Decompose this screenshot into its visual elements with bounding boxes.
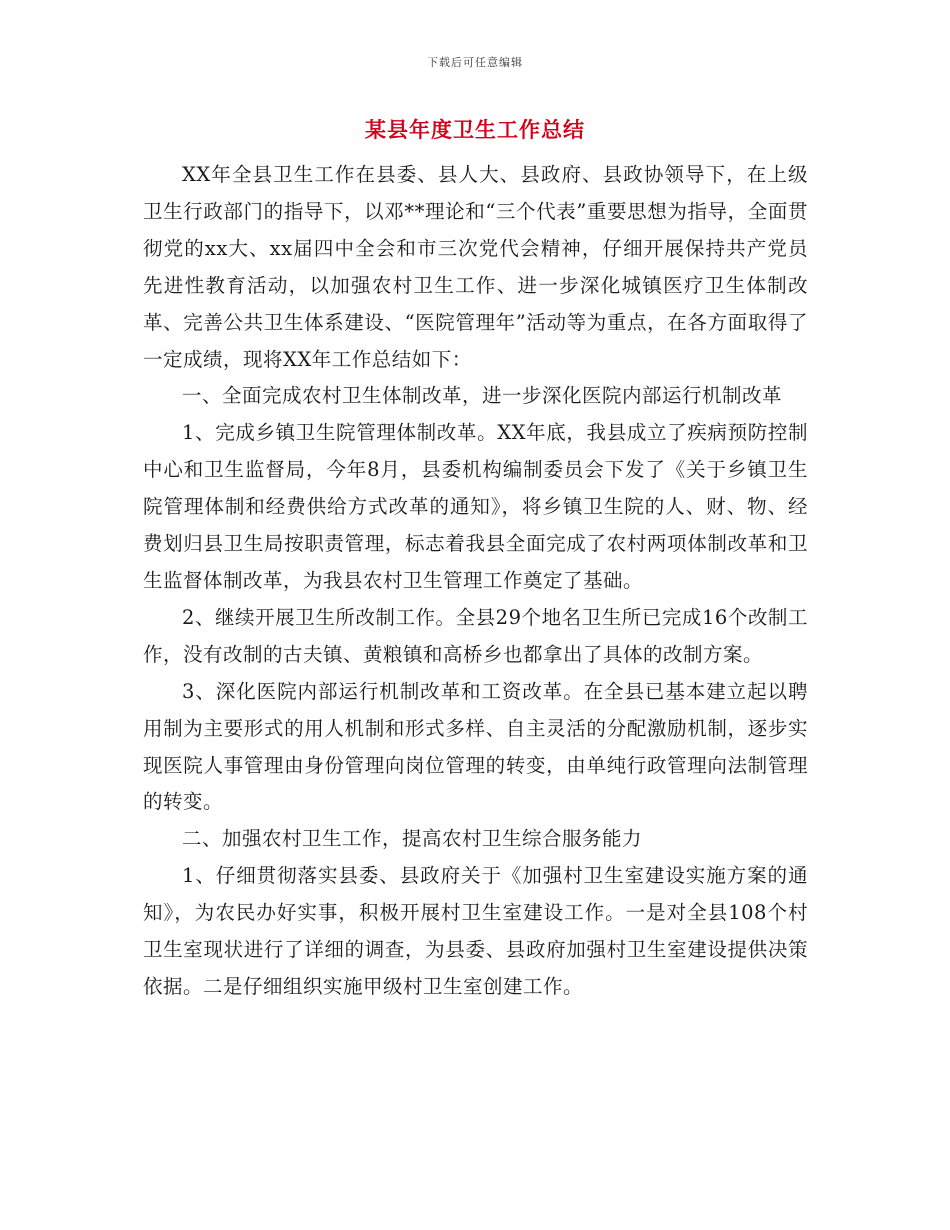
paragraph-1-2: 2、继续开展卫生所改制工作。全县29个地名卫生所已完成16个改制工作，没有改制的古夫镇、黄粮镇和高桥乡也都拿出了具体的改制方案。 (143, 605, 808, 666)
header-note: 下载后可任意编辑 (427, 56, 523, 69)
paragraph-1-3: 3、深化医院内部运行机制改革和工资改革。在全县已基本建立起以聘用制为主要形式的用人机制和形式多样、自主灵活的分配激励机制，逐步实现医院人事管理由身份管理向岗位管理的转变，由单纯行政管理向法制管理的转变。 (143, 679, 808, 814)
paragraph-2-1: 1、仔细贯彻落实县委、县政府关于《加强村卫生室建设实施方案的通知》，为农民办好实事，积极开展村卫生室建设工作。一是对全县108个村卫生室现状进行了详细的调查，为县委、县政府加强村卫生室建设提供决策依据。二是仔细组织实施甲级村卫生室创建工作。 (143, 864, 808, 998)
document-title: 某县年度卫生工作总结 (365, 118, 585, 142)
paragraph-intro: XX年全县卫生工作在县委、县人大、县政府、县政协领导下，在上级卫生行政部门的指导下，以邓**理论和“三个代表”重要思想为指导，全面贯彻党的xx大、xx届四中全会和市三次党代会精神，仔细开展保持共产党员先进性教育活动，以加强农村卫生工作、进一步深化城镇医疗卫生体制改革、完善公共卫生体系建设、“医院管理年”活动等为重点，在各方面取得了一定成绩，现将XX年工作总结如下： (143, 163, 808, 371)
document-body (143, 157, 808, 1006)
paragraph-1-1: 1、完成乡镇卫生院管理体制改革。XX年底，我县成立了疾病预防控制中心和卫生监督局，今年8月，县委机构编制委员会下发了《关于乡镇卫生院管理体制和经费供给方式改革的通知》，将乡镇卫生院的人、财、物、经费划归县卫生局按职责管理，标志着我县全面完成了农村两项体制改革和卫生监督体制改革，为我县农村卫生管理工作奠定了基础。 (143, 421, 808, 592)
section-heading-2: 二、加强农村卫生工作，提高农村卫生综合服务能力 (182, 827, 643, 851)
section-heading-1: 一、全面完成农村卫生体制改革，进一步深化医院内部运行机制改革 (182, 384, 783, 408)
